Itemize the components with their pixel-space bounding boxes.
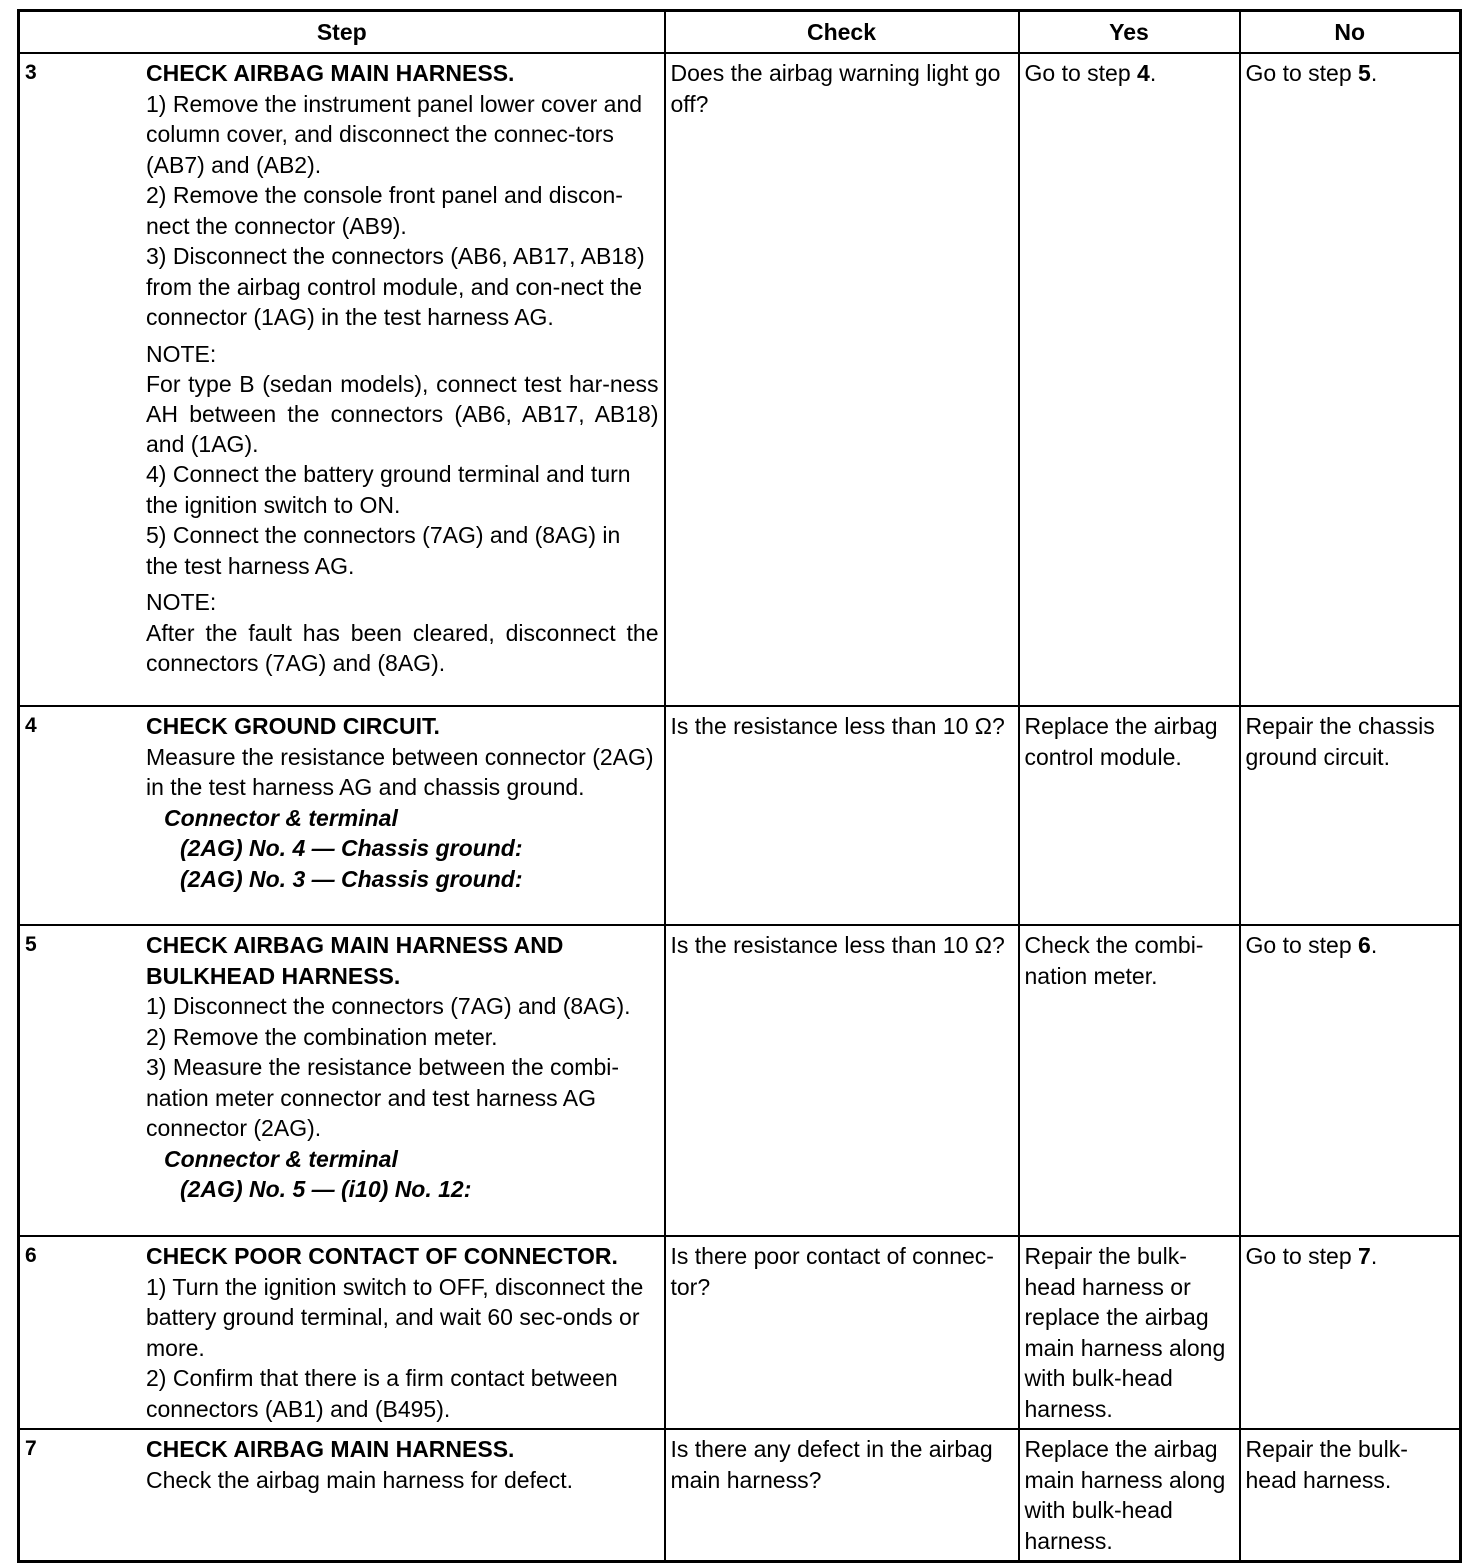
header-no: No (1240, 11, 1461, 54)
no-prefix: Go to step (1245, 1243, 1359, 1269)
step-line: 3) Measure the resistance between the combi-nation meter connector and test harness AG connector (2AG). (146, 1054, 620, 1141)
step-line: 2) Remove the console front panel and discon-nect the connector (AB9). (146, 182, 623, 239)
check-cell: Does the airbag warning light go off? (665, 53, 1019, 706)
no-cell: Repair the bulk-head harness. (1240, 1429, 1461, 1562)
step-number: 7 (25, 1437, 37, 1460)
no-step-ref: 7 (1358, 1243, 1371, 1269)
yes-step-ref: 4 (1137, 60, 1150, 86)
header-row (19, 11, 1461, 54)
no-cell: Repair the chassis ground circuit. (1240, 706, 1461, 925)
header-check: Check (665, 11, 1019, 54)
step-body (146, 1434, 659, 1495)
table-row (19, 1429, 1461, 1562)
step-number: 6 (25, 1244, 37, 1267)
spec-title: Connector & terminal (164, 1145, 398, 1172)
note-label: NOTE: (146, 589, 217, 615)
no-step-ref: 5 (1358, 60, 1371, 86)
diagnostic-table (17, 9, 1462, 1563)
table-row (19, 706, 1461, 925)
yes-cell: Repair the bulk-head harness or replace the airbag main harness along with bulk-head harness. (1019, 1236, 1240, 1429)
no-prefix: Go to step (1245, 60, 1359, 86)
step-number: 3 (25, 61, 37, 84)
step-body (146, 1241, 659, 1424)
step-body (146, 930, 659, 1205)
note-label: NOTE: (146, 340, 217, 367)
check-cell: Is the resistance less than 10 Ω? (665, 706, 1019, 925)
spec-line: (2AG) No. 3 — Chassis ground: (180, 865, 523, 892)
step-title: CHECK AIRBAG MAIN HARNESS. (146, 60, 515, 86)
step-line: 5) Connect the connectors (7AG) and (8AG) in the test harness AG. (146, 522, 621, 579)
step-cell (19, 53, 665, 706)
step-cell (19, 925, 665, 1236)
step-line: 2) Confirm that there is a firm contact between connectors (AB1) and (B495). (146, 1365, 618, 1422)
header-yes: Yes (1019, 11, 1240, 54)
step-text: Check the airbag main harness for defect. (146, 1466, 574, 1493)
table-row (19, 1236, 1461, 1429)
note-text: For type B (sedan models), connect test har-ness AH between the connectors (AB6, AB17, AB18) and (1AG). (146, 371, 659, 457)
check-cell: Is there poor contact of connec-tor? (665, 1236, 1019, 1429)
step-cell (19, 1236, 665, 1429)
step-cell (19, 1429, 665, 1562)
spec-title: Connector & terminal (164, 804, 398, 831)
step-title: CHECK AIRBAG MAIN HARNESS AND BULKHEAD HARNESS. (146, 932, 564, 989)
step-body (146, 711, 659, 894)
step-title: CHECK AIRBAG MAIN HARNESS. (146, 1436, 515, 1462)
step-title: CHECK POOR CONTACT OF CONNECTOR. (146, 1243, 618, 1269)
step-body (146, 58, 659, 678)
step-line: 3) Disconnect the connectors (AB6, AB17, AB18) from the airbag control module, and con-nect the connector (1AG) in the test harness AG. (146, 243, 645, 330)
step-line: 4) Connect the battery ground terminal and turn the ignition switch to ON. (146, 461, 631, 518)
yes-cell: Replace the airbag main harness along with bulk-head harness. (1019, 1429, 1240, 1562)
spec-line: (2AG) No. 4 — Chassis ground: (180, 835, 523, 861)
no-step-ref: 6 (1358, 932, 1371, 958)
yes-cell: Replace the airbag control module. (1019, 706, 1240, 925)
step-number: 5 (25, 933, 37, 956)
step-number: 4 (25, 714, 37, 737)
header-step: Step (19, 11, 665, 54)
table-row (19, 925, 1461, 1236)
step-title: CHECK GROUND CIRCUIT. (146, 713, 440, 739)
table-row (19, 53, 1461, 706)
step-line: 1) Turn the ignition switch to OFF, disconnect the battery ground terminal, and wait 60 sec-onds or more. (146, 1273, 644, 1361)
step-line: 1) Remove the instrument panel lower cover and column cover, and disconnect the connec-tors (AB7) and (AB2). (146, 90, 643, 178)
no-cell: Go to step 6. (1240, 925, 1461, 1236)
step-line: 2) Remove the combination meter. (146, 1023, 498, 1050)
note-text: After the fault has been cleared, disconnect the connectors (7AG) and (8AG). (146, 619, 659, 676)
spec-line: (2AG) No. 5 — (i10) No. 12: (180, 1176, 472, 1202)
check-cell: Is the resistance less than 10 Ω? (665, 925, 1019, 1236)
step-cell (19, 706, 665, 925)
step-text: Measure the resistance between connector (2AG) in the test harness AG and chassis ground. (146, 743, 654, 800)
yes-cell: Go to step 4. (1019, 53, 1240, 706)
check-cell: Is there any defect in the airbag main harness? (665, 1429, 1019, 1562)
no-prefix: Go to step (1245, 932, 1359, 958)
no-cell: Go to step 5. (1240, 53, 1461, 706)
yes-prefix: Go to step (1024, 60, 1138, 86)
step-line: 1) Disconnect the connectors (7AG) and (8AG). (146, 993, 631, 1019)
no-cell: Go to step 7. (1240, 1236, 1461, 1429)
yes-cell: Check the combi-nation meter. (1019, 925, 1240, 1236)
